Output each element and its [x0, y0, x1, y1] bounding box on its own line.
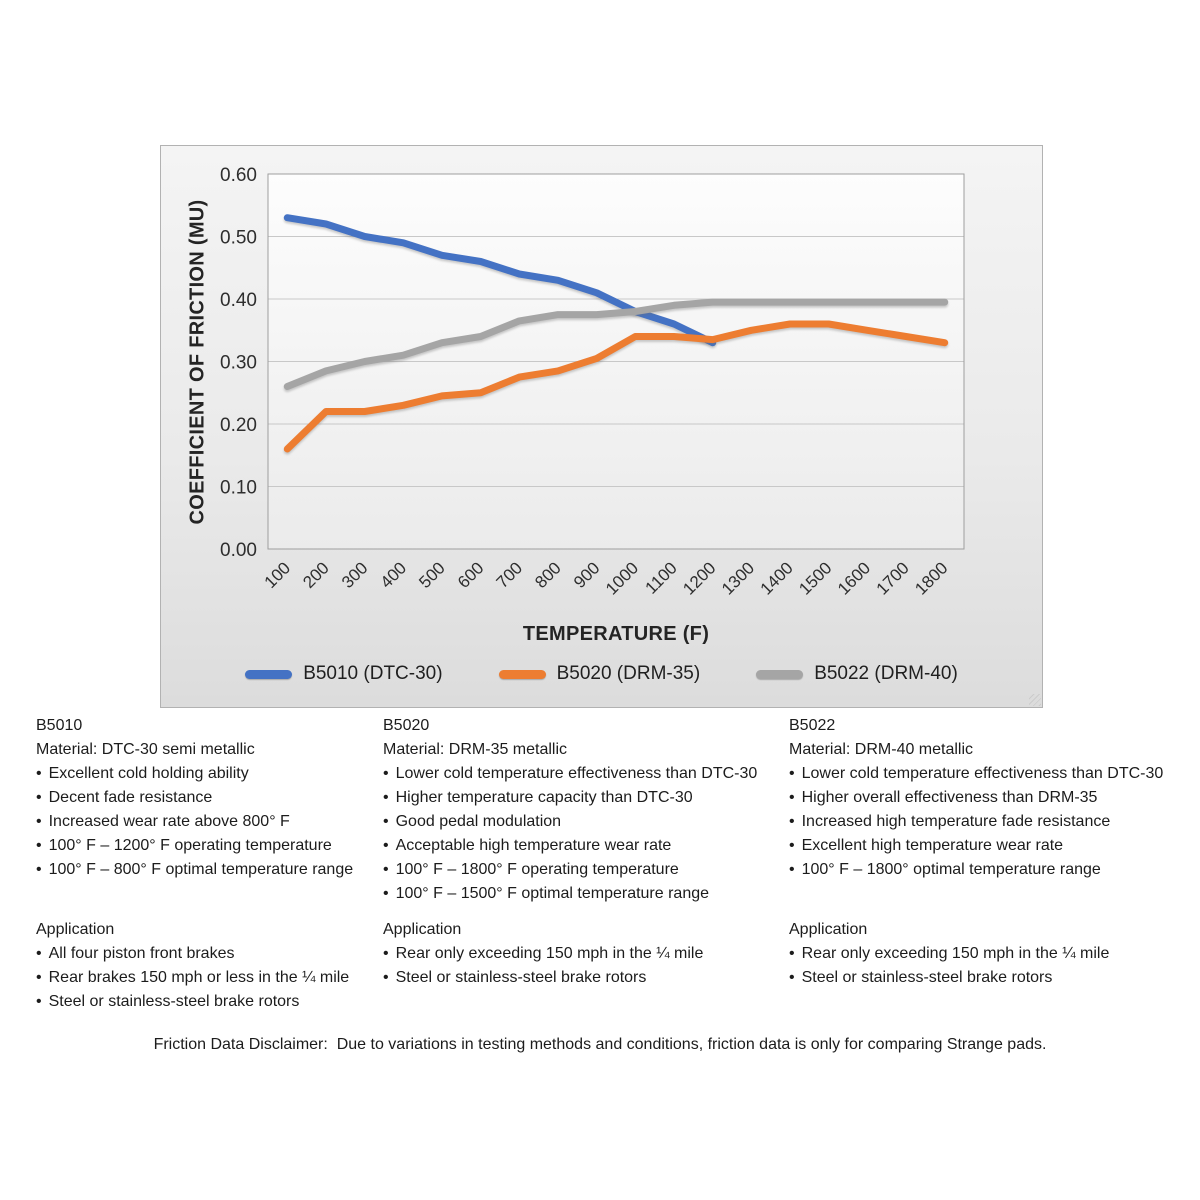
legend-label: B5010 (DTC-30) — [303, 663, 443, 684]
legend-item-b5022 — [756, 663, 958, 685]
bullet-item: • Rear only exceeding 150 mph in the ¼ mile — [383, 942, 789, 966]
bullet-item: • Decent fade resistance — [36, 786, 383, 810]
x-tick-label: 1300 — [717, 558, 759, 599]
legend-item-b5010 — [245, 663, 442, 685]
x-tick-label: 600 — [453, 558, 488, 592]
bullet-item: • Increased wear rate above 800° F — [36, 810, 383, 834]
legend-swatch-b5022-icon — [756, 670, 803, 679]
legend-swatch-b5010-icon — [245, 670, 292, 679]
y-tick-label: 0.20 — [220, 415, 257, 436]
application-title: Application — [36, 921, 115, 938]
chart-legend — [161, 663, 1042, 685]
y-tick-label: 0.00 — [220, 540, 257, 561]
product-bullet-list — [36, 762, 383, 882]
disclaimer-text: Friction Data Disclaimer: Due to variations in testing methods and conditions, friction data is only for comparing Strange pads. — [153, 1036, 1047, 1053]
product-b5022-details — [789, 714, 1170, 918]
bullet-item: • 100° F – 1200° F operating temperature — [36, 834, 383, 858]
bullet-item: • Excellent cold holding ability — [36, 762, 383, 786]
y-axis-title: COEFFICIENT OF FRICTION (MU) — [186, 199, 209, 525]
bullet-item: • Lower cold temperature effectiveness than DTC-30 — [789, 762, 1170, 786]
x-axis-title: TEMPERATURE (F) — [522, 623, 710, 645]
friction-chart-panel — [160, 145, 1043, 708]
y-tick-label: 0.30 — [220, 352, 257, 374]
product-code: B5010 — [36, 717, 83, 734]
bullet-item: • Good pedal modulation — [383, 810, 789, 834]
bullet-item: • Excellent high temperature wear rate — [789, 834, 1170, 858]
product-bullet-list — [789, 762, 1170, 882]
product-material: Material: DTC-30 semi metallic — [36, 741, 255, 758]
bullet-item: • 100° F – 1800° optimal temperature range — [789, 858, 1170, 882]
product-code: B5020 — [383, 717, 430, 734]
bullet-item: • 100° F – 800° F optimal temperature range — [36, 858, 383, 882]
bullet-item: • 100° F – 1800° F operating temperature — [383, 858, 789, 882]
x-tick-label: 1500 — [795, 558, 836, 599]
product-code: B5022 — [789, 717, 836, 734]
x-tick-label: 500 — [415, 558, 449, 592]
legend-label: B5020 (DRM-35) — [556, 663, 701, 684]
application-title: Application — [383, 921, 462, 938]
x-tick-label: 1200 — [679, 558, 720, 599]
legend-label: B5022 (DRM-40) — [814, 663, 958, 684]
y-tick-label: 0.60 — [220, 165, 257, 186]
bullet-item: • Acceptable high temperature wear rate — [383, 834, 789, 858]
bullet-item: • All four piston front brakes — [36, 942, 383, 966]
x-tick-label: 100 — [260, 558, 295, 592]
x-tick-label: 1800 — [911, 558, 952, 599]
x-tick-label: 1700 — [872, 558, 913, 599]
x-tick-label: 800 — [531, 558, 565, 592]
application-bullet-list — [36, 942, 383, 1014]
bullet-item: • Steel or stainless-steel brake rotors — [36, 990, 383, 1014]
chart-resize-handle-icon — [1029, 694, 1041, 706]
bullet-item: • Higher overall effectiveness than DRM-35 — [789, 786, 1170, 810]
application-bullet-list — [383, 942, 789, 990]
bullet-item: • Steel or stainless-steel brake rotors — [789, 966, 1170, 990]
product-b5020-application — [383, 918, 789, 1014]
product-info-section — [36, 714, 1176, 1014]
product-b5010-application — [36, 918, 383, 1014]
application-bullet-list — [789, 942, 1170, 990]
x-tick-label: 1000 — [601, 558, 643, 599]
bullet-item: • Steel or stainless-steel brake rotors — [383, 966, 789, 990]
x-tick-label: 300 — [337, 558, 372, 592]
product-material: Material: DRM-40 metallic — [789, 741, 974, 758]
legend-swatch-b5020-icon — [499, 670, 546, 679]
y-tick-label: 0.10 — [220, 477, 257, 499]
bullet-item: • Lower cold temperature effectiveness than DTC-30 — [383, 762, 789, 786]
bullet-item: • Rear brakes 150 mph or less in the ¼ mile — [36, 966, 383, 990]
legend-item-b5020 — [499, 663, 701, 685]
application-title: Application — [789, 921, 868, 938]
x-tick-label: 1600 — [833, 558, 875, 599]
x-tick-label: 1400 — [756, 558, 797, 599]
bullet-item: • 100° F – 1500° F optimal temperature range — [383, 882, 789, 906]
x-tick-label: 200 — [299, 558, 333, 592]
bullet-item: • Rear only exceeding 150 mph in the ¼ mile — [789, 942, 1170, 966]
x-tick-label: 900 — [569, 558, 604, 592]
bullet-item: • Increased high temperature fade resistance — [789, 810, 1170, 834]
bullet-item: • Higher temperature capacity than DTC-30 — [383, 786, 789, 810]
product-b5010-details — [36, 714, 383, 918]
product-b5022-application — [789, 918, 1170, 1014]
y-tick-label: 0.40 — [220, 290, 257, 311]
product-bullet-list — [383, 762, 789, 906]
x-tick-label: 700 — [492, 558, 527, 592]
x-tick-label: 400 — [376, 558, 411, 592]
product-b5020-details — [383, 714, 789, 918]
product-material: Material: DRM-35 metallic — [383, 741, 568, 758]
x-tick-label: 1100 — [641, 558, 681, 598]
y-tick-label: 0.50 — [220, 227, 257, 249]
